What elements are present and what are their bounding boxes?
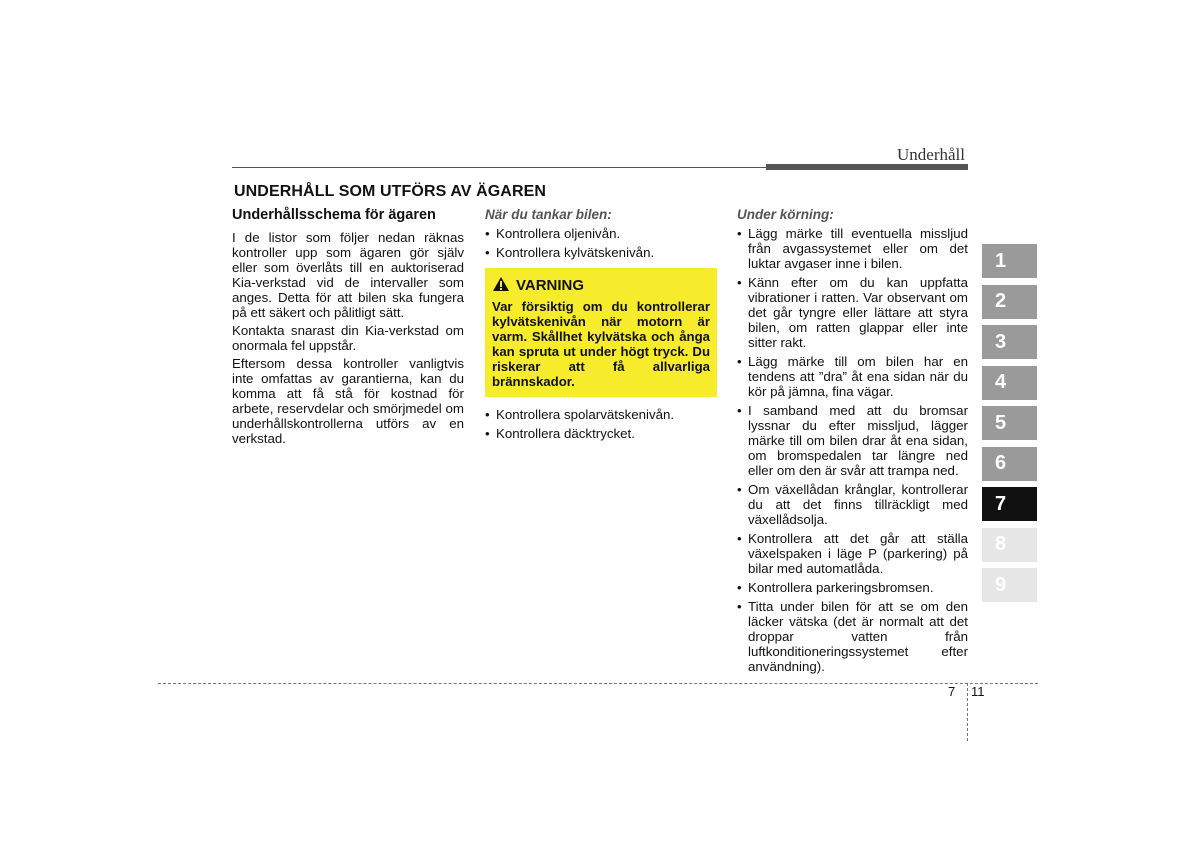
column-intro <box>232 207 464 449</box>
list-item: • Kontrollera kylvätskenivån. <box>485 245 717 260</box>
chapter-tab-2[interactable]: 2 <box>982 285 1037 319</box>
refueling-heading: När du tankar bilen: <box>485 207 612 222</box>
list-item: • Kontrollera däcktrycket. <box>485 426 717 441</box>
list-item: • I samband med att du bromsar lyssnar du efter missljud, lägger märke till om bilen drar åt ena sidan, om bromspedalen tar längre ned eller om den är svår att trampa ned. <box>737 403 968 478</box>
warning-title: VARNING <box>516 277 585 294</box>
list-item: • Kontrollera spolarvätskenivån. <box>485 407 717 422</box>
list-item: • Kontrollera oljenivån. <box>485 226 717 241</box>
list-item: • Titta under bilen för att se om den läcker vätska (det är normalt att det droppar vatten från luftkonditioneringssystemet efter användning). <box>737 599 968 674</box>
chapter-tab-7[interactable]: 7 <box>982 487 1037 521</box>
warning-triangle-icon <box>492 276 510 295</box>
chapter-tab-1[interactable]: 1 <box>982 244 1037 278</box>
intro-paragraph: Kontakta snarast din Kia-verkstad om onormala fel uppstår. <box>232 323 464 353</box>
page-number: 11 <box>971 684 985 699</box>
chapter-tabs <box>982 244 1037 609</box>
intro-subheading: Underhållsschema för ägaren <box>232 207 436 223</box>
list-item: • Lägg märke till eventuella missljud från avgassystemet eller om det luktar avgaser inne i bilen. <box>737 226 968 271</box>
list-item: • Lägg märke till om bilen har en tendens att ”dra” åt ena sidan när du kör på jämna, fina vägar. <box>737 354 968 399</box>
header-rule-accent <box>766 164 968 170</box>
chapter-tab-9[interactable]: 9 <box>982 568 1037 602</box>
section-title: Underhåll <box>897 145 965 164</box>
header-rule <box>232 167 766 168</box>
chapter-number: 7 <box>948 684 956 699</box>
chapter-tab-6[interactable]: 6 <box>982 447 1037 481</box>
list-item: • Kontrollera parkeringsbromsen. <box>737 580 968 595</box>
driving-list <box>737 226 968 674</box>
intro-paragraph: I de listor som följer nedan räknas kontroller upp som ägaren gör själv eller som överlåts till en auktoriserad Kia-verkstad vid de intervaller som anges. Detta för att bilen ska fungera på ett säkert och pålitligt sätt. <box>232 230 464 320</box>
refueling-list-continued <box>485 407 717 441</box>
intro-paragraph: Eftersom dessa kontroller vanligtvis inte omfattas av garantierna, kan du komma att få stå för kostnad för arbete, reservdelar och smörjmedel om underhållskontrollerna utförs av en verkstad. <box>232 356 464 446</box>
list-item: • Känn efter om du kan uppfatta vibrationer i ratten. Var observant om det går tyngre eller lättare att styra bilen, om ratten glappar eller inte sitter rakt. <box>737 275 968 350</box>
list-item: • Kontrollera att det går att ställa växelspaken i läge P (parkering) på bilar med automatlåda. <box>737 531 968 576</box>
footer-divider <box>967 683 968 741</box>
column-refueling <box>485 207 717 445</box>
column-driving <box>737 207 968 678</box>
warning-box <box>485 268 717 397</box>
refueling-list <box>485 226 717 260</box>
chapter-tab-4[interactable]: 4 <box>982 366 1037 400</box>
list-item: • Om växellådan krånglar, kontrollerar du att det finns tillräckligt med växellådsolja. <box>737 482 968 527</box>
chapter-tab-5[interactable]: 5 <box>982 406 1037 440</box>
driving-heading: Under körning: <box>737 207 834 222</box>
warning-text: Var försiktig om du kontrollerar kylvätskenivån när motorn är varm. Skållhet kylvätska och ånga kan spruta ut under högt tryck. Du riskerar att få allvarliga brännskador. <box>492 299 710 389</box>
warning-header <box>492 276 710 295</box>
footer-rule <box>158 683 1038 684</box>
chapter-tab-3[interactable]: 3 <box>982 325 1037 359</box>
chapter-tab-8[interactable]: 8 <box>982 528 1037 562</box>
page-heading: UNDERHÅLL SOM UTFÖRS AV ÄGAREN <box>234 183 547 200</box>
